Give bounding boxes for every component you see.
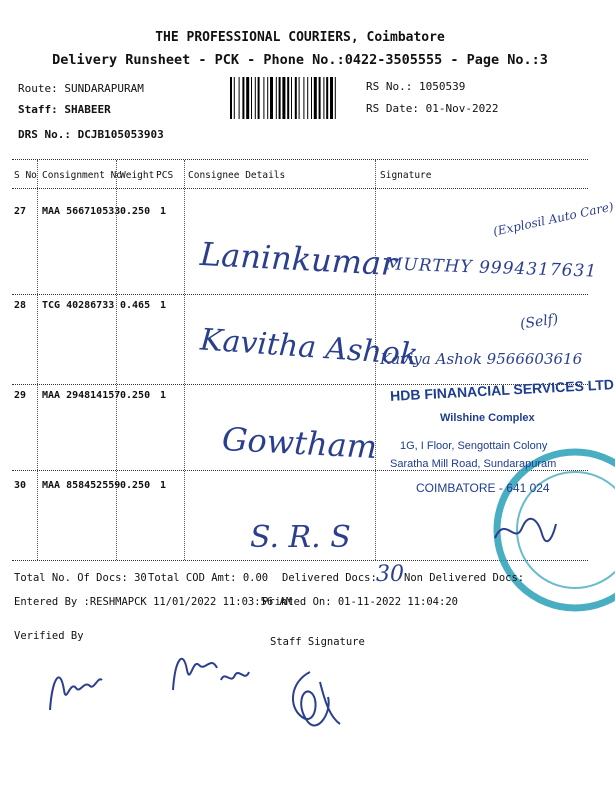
entered-by: Entered By :RESHMAPCK 11/01/2022 11:03:56 AM (14, 596, 293, 608)
signature-handwriting: MURTHY 9994317631 (384, 254, 598, 282)
barcode (230, 77, 360, 119)
row-pcs: 1 (160, 390, 167, 401)
note-handwriting: (Explosil Auto Care) (491, 199, 615, 239)
total-cod: Total COD Amt: 0.00 (148, 572, 269, 584)
row-sno: 29 (14, 390, 27, 401)
company-title: THE PROFESSIONAL COURIERS, Coimbatore (155, 30, 445, 45)
row-consignment: MAA 294814157 (42, 390, 121, 401)
stamp-company: HDB FINANACIAL SERVICES LTD (389, 376, 615, 404)
initials-signature (165, 640, 255, 700)
col-signature: Signature (380, 170, 432, 181)
col-consignment: Consignment No (42, 170, 123, 181)
route-label: Route: SUNDARAPURAM (18, 82, 144, 95)
consignee-handwriting: S. R. S (250, 520, 351, 555)
printed-on: Printed On: 01-11-2022 11:04:20 (262, 596, 458, 608)
col-sno: S No (14, 170, 37, 181)
staff-label: Staff: SHABEER (18, 103, 111, 116)
row-pcs: 1 (160, 480, 167, 491)
stamp-line: Saratha Mill Road, Sundarapuram (390, 458, 557, 470)
stamp-line: COIMBATORE - 641 024 (416, 481, 550, 495)
staff-signature-label: Staff Signature (270, 636, 365, 648)
col-weight: Weight (120, 170, 155, 181)
vsep (184, 160, 185, 560)
row-consignment: TCG 40286733 (42, 300, 115, 311)
row-divider (12, 294, 588, 295)
row-consignment: MAA 858452559 (42, 480, 121, 491)
drs-number: DRS No.: DCJB105053903 (18, 128, 164, 141)
row-weight: 0.250 (120, 206, 151, 217)
header-divider-top (12, 159, 588, 160)
verified-by-label: Verified By (14, 630, 84, 642)
col-consignee: Consignee Details (188, 170, 286, 181)
row-weight: 0.250 (120, 390, 151, 401)
staff-signature (280, 662, 350, 742)
note-handwriting: (Self) (519, 311, 560, 333)
row-weight: 0.250 (120, 480, 151, 491)
row-pcs: 1 (160, 300, 167, 311)
stamp-line: 1G, I Floor, Sengottain Colony (400, 440, 548, 452)
rs-number: RS No.: 1050539 (366, 80, 466, 93)
consignee-handwriting: Gowtham (221, 419, 378, 467)
row-sno: 28 (14, 300, 27, 311)
vsep (37, 160, 38, 560)
delivered-docs-label: Delivered Docs: (282, 572, 377, 584)
stamp-line: Wilshine Complex (440, 412, 535, 424)
non-delivered-docs-label: Non Delivered Docs: (404, 572, 525, 584)
total-docs: Total No. Of Docs: 30 (14, 572, 147, 584)
vsep (116, 160, 117, 560)
consignee-handwriting: Laninkumar (199, 234, 398, 284)
stamp-signature (490, 510, 560, 550)
row-consignment: MAA 566710533 (42, 206, 121, 217)
signature-handwriting: Kaviya Ashok 9566603616 (380, 350, 583, 368)
verifier-signature (40, 650, 110, 720)
col-pcs: PCS (156, 170, 174, 181)
row-sno: 27 (14, 206, 27, 217)
consignee-handwriting: Kavitha Ashok (199, 322, 420, 373)
header-divider-bottom (12, 188, 588, 189)
row-sno: 30 (14, 480, 27, 491)
rs-date: RS Date: 01-Nov-2022 (366, 102, 499, 115)
row-weight: 0.465 (120, 300, 151, 311)
row-pcs: 1 (160, 206, 167, 217)
runsheet-subtitle: Delivery Runsheet - PCK - Phone No.:0422-3505555 - Page No.:3 (52, 52, 548, 68)
delivered-docs-handwritten: 30 (376, 562, 404, 587)
